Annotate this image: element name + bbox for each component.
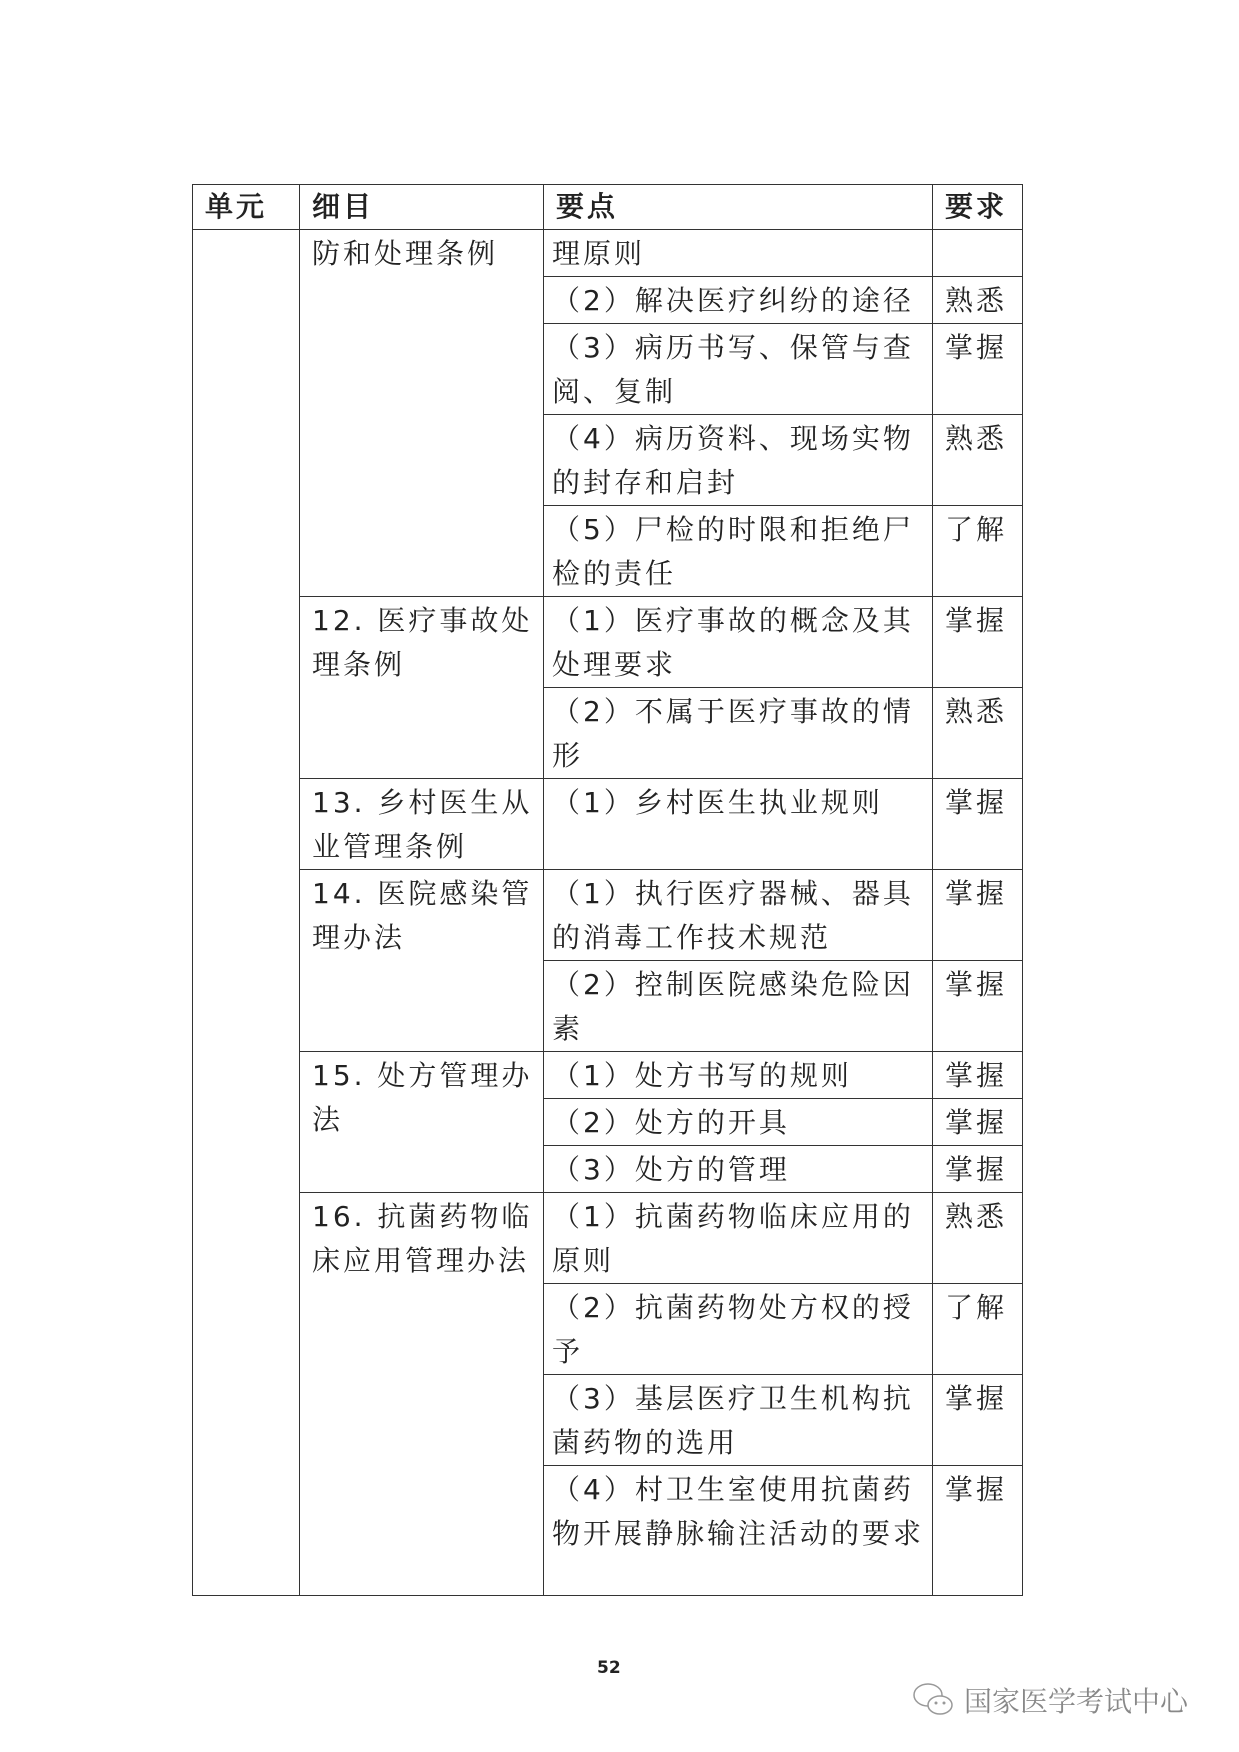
requirement-cell: 熟悉 xyxy=(933,688,1023,779)
item-cell: 16. 抗菌药物临床应用管理办法 xyxy=(300,1193,544,1596)
syllabus-table xyxy=(192,184,1023,1596)
table-body xyxy=(193,230,1023,1596)
point-cell: （2）解决医疗纠纷的途径 xyxy=(544,277,933,324)
point-cell: （2）抗菌药物处方权的授予 xyxy=(544,1284,933,1375)
point-cell: （3）处方的管理 xyxy=(544,1146,933,1193)
table-row xyxy=(193,230,1023,277)
item-cell: 13. 乡村医生从业管理条例 xyxy=(300,779,544,870)
requirement-cell xyxy=(933,230,1023,277)
point-cell: 理原则 xyxy=(544,230,933,277)
point-cell: （2）处方的开具 xyxy=(544,1099,933,1146)
requirement-cell: 掌握 xyxy=(933,324,1023,415)
requirement-cell: 掌握 xyxy=(933,597,1023,688)
requirement-cell: 掌握 xyxy=(933,870,1023,961)
wechat-icon xyxy=(912,1680,956,1720)
point-cell: （2）不属于医疗事故的情形 xyxy=(544,688,933,779)
point-cell: （1）乡村医生执业规则 xyxy=(544,779,933,870)
point-cell: （1）医疗事故的概念及其处理要求 xyxy=(544,597,933,688)
requirement-cell: 掌握 xyxy=(933,961,1023,1052)
header-unit: 单元 xyxy=(193,185,300,230)
table-row xyxy=(193,870,1023,961)
requirement-cell: 熟悉 xyxy=(933,415,1023,506)
unit-cell xyxy=(193,230,300,1596)
point-cell: （3）病历书写、保管与查阅、复制 xyxy=(544,324,933,415)
point-cell: （1）处方书写的规则 xyxy=(544,1052,933,1099)
table-row xyxy=(193,1193,1023,1284)
point-cell: （2）控制医院感染危险因素 xyxy=(544,961,933,1052)
point-cell: （1）抗菌药物临床应用的原则 xyxy=(544,1193,933,1284)
point-cell: （1）执行医疗器械、器具的消毒工作技术规范 xyxy=(544,870,933,961)
requirement-cell: 了解 xyxy=(933,1284,1023,1375)
point-cell: （5）尸检的时限和拒绝尸检的责任 xyxy=(544,506,933,597)
item-cell: 15. 处方管理办法 xyxy=(300,1052,544,1193)
header-item: 细目 xyxy=(300,185,544,230)
page-number: 52 xyxy=(597,1658,621,1678)
point-cell: （3）基层医疗卫生机构抗菌药物的选用 xyxy=(544,1375,933,1466)
requirement-cell: 掌握 xyxy=(933,1099,1023,1146)
requirement-cell: 熟悉 xyxy=(933,277,1023,324)
point-cell: （4）村卫生室使用抗菌药物开展静脉输注活动的要求 xyxy=(544,1466,933,1596)
table-row xyxy=(193,1052,1023,1099)
table-row xyxy=(193,597,1023,688)
requirement-cell: 掌握 xyxy=(933,1052,1023,1099)
item-cell: 14. 医院感染管理办法 xyxy=(300,870,544,1052)
requirement-cell: 熟悉 xyxy=(933,1193,1023,1284)
requirement-cell: 掌握 xyxy=(933,1146,1023,1193)
table-row xyxy=(193,779,1023,870)
watermark xyxy=(912,1680,1188,1720)
item-cell: 防和处理条例 xyxy=(300,230,544,597)
requirement-cell: 掌握 xyxy=(933,1375,1023,1466)
point-cell: （4）病历资料、现场实物的封存和启封 xyxy=(544,415,933,506)
header-requirement: 要求 xyxy=(933,185,1023,230)
requirement-cell: 了解 xyxy=(933,506,1023,597)
requirement-cell: 掌握 xyxy=(933,779,1023,870)
watermark-text: 国家医学考试中心 xyxy=(964,1685,1189,1718)
requirement-cell: 掌握 xyxy=(933,1466,1023,1596)
item-cell: 12. 医疗事故处理条例 xyxy=(300,597,544,779)
header-points: 要点 xyxy=(544,185,933,230)
